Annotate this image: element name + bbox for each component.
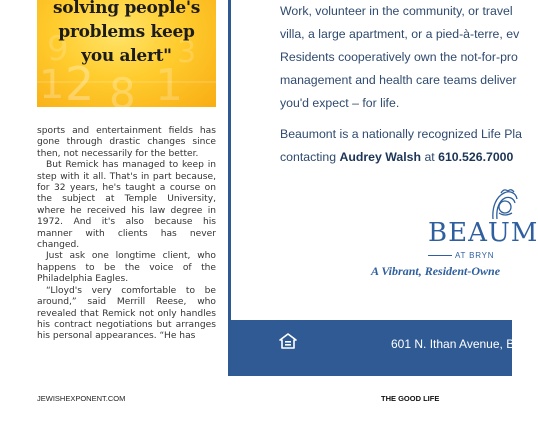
beaumont-advertisement bbox=[228, 0, 538, 376]
ad-line: Beaumont is a nationally recognized Life Pla bbox=[280, 127, 522, 141]
footer-website[interactable]: JEWISHEXPONENT.COM bbox=[37, 394, 126, 403]
article-paragraph: sports and entertainment fields has gone through drastic changes since then, not necessarily for the better. bbox=[37, 126, 216, 159]
article-paragraph: “Lloyd's very comfortable to be around,” said Merrill Reese, who revealed that Remick not only handles his contract negotiations but arranges his personal appearances. “He has bbox=[37, 285, 216, 342]
svg-text:1: 1 bbox=[39, 62, 65, 108]
svg-text:3: 3 bbox=[177, 35, 197, 70]
svg-text:8: 8 bbox=[109, 69, 136, 118]
logo-subtitle: AT BRYN bbox=[455, 251, 495, 260]
crest-icon bbox=[488, 187, 518, 221]
svg-text:1: 1 bbox=[155, 60, 183, 111]
article-paragraph: But Remick has managed to keep in step with it all. That's in part because, for 32 years, he's taught a course on the subject at Temple University, where he received his law degree in 1972. And it's also because his manner with clients has never changed. bbox=[37, 160, 216, 251]
ad-tagline: A Vibrant, Resident-Owne bbox=[371, 264, 501, 278]
logo-wordmark: BEAUM bbox=[428, 218, 538, 248]
ad-line: Work, volunteer in the community, or travel bbox=[280, 4, 513, 18]
contact-phone[interactable]: 610.526.7000 bbox=[438, 150, 514, 164]
svg-text:9: 9 bbox=[47, 29, 69, 69]
ad-line: villa, a large apartment, or a pied-à-terre, ev bbox=[280, 27, 520, 41]
article-paragraph: Just ask one longtime client, who happens to be the voice of the Philadelphia Eagles. bbox=[37, 251, 216, 285]
ad-line: Residents cooperatively own the not-for-pro bbox=[280, 50, 518, 64]
ad-footer-band bbox=[231, 320, 515, 376]
pull-quote-text: solving people's problems keep you alert" bbox=[52, 0, 201, 66]
ad-address: 601 N. Ithan Avenue, B bbox=[391, 337, 515, 351]
svg-text:2: 2 bbox=[65, 57, 95, 111]
logo-rule bbox=[428, 255, 452, 256]
contact-prefix: contacting bbox=[280, 150, 340, 164]
contact-name: Audrey Walsh bbox=[339, 150, 422, 164]
footer-section-name: THE GOOD LIFE bbox=[381, 394, 440, 403]
pull-quote-box bbox=[37, 0, 216, 118]
ad-copy bbox=[280, 0, 520, 169]
ad-contact-line bbox=[280, 146, 520, 169]
ad-line: management and health care teams deliver bbox=[280, 73, 517, 87]
article-column bbox=[37, 126, 216, 343]
ad-line: you'd expect – for life. bbox=[280, 96, 400, 110]
contact-mid: at bbox=[421, 150, 439, 164]
equal-housing-icon bbox=[279, 333, 297, 349]
